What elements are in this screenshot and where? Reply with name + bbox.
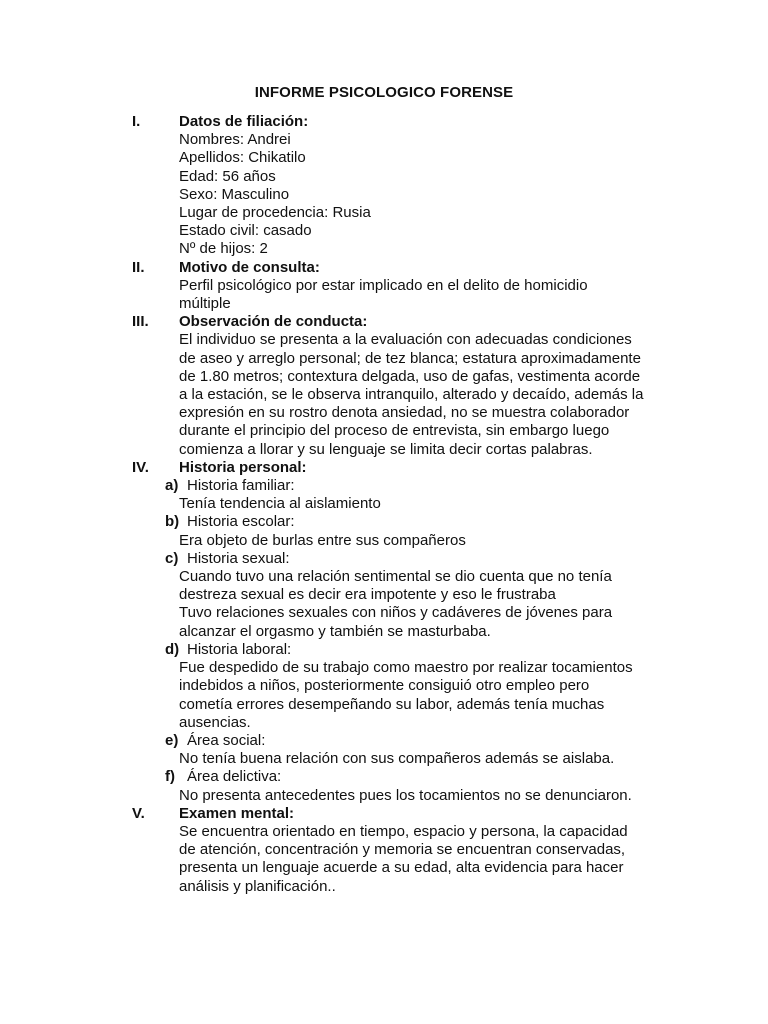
section-number: II.	[132, 258, 145, 276]
text-line: destreza sexual es decir era impotente y eso le frustraba	[179, 586, 556, 604]
subsection-heading: Historia laboral:	[187, 640, 292, 658]
text-line: de aseo y arreglo personal; de tez blanca; estatura aproximadamente	[179, 349, 641, 367]
section-datos-filiacion	[132, 113, 660, 259]
text-line: Nombres: Andrei	[179, 131, 291, 149]
text-line: No tenía buena relación con sus compañeros además se aislaba.	[179, 750, 615, 768]
section-number: V.	[132, 804, 145, 822]
text-line: durante el principio del proceso de entrevista, sin embargo luego	[179, 422, 610, 440]
text-line: de atención, concentración y memoria se encuentran conservadas,	[179, 841, 626, 859]
text-line: No presenta antecedentes pues los tocamientos no se denunciaron.	[179, 786, 632, 804]
document-body	[132, 113, 660, 896]
section-examen-mental	[132, 805, 660, 896]
subsection-historia-sexual	[165, 549, 660, 641]
text-line: Fue despedido de su trabajo como maestro por realizar tocamientos	[179, 659, 633, 677]
text-line: Sexo: Masculino	[179, 185, 290, 203]
text-line: de 1.80 metros; contextura delgada, uso de gafas, vestimenta acorde	[179, 367, 641, 385]
document-title: INFORME PSICOLOGICO FORENSE	[254, 84, 514, 101]
subsection-area-social	[165, 731, 660, 768]
section-heading: Examen mental:	[179, 804, 295, 822]
subsection-letter: e)	[165, 731, 179, 749]
subsection-historia-familiar	[165, 477, 660, 513]
text-line: Edad: 56 años	[179, 167, 276, 185]
section-number: IV.	[132, 458, 149, 476]
text-line: Tenía tendencia al aislamiento	[179, 495, 381, 513]
section-number: III.	[132, 313, 149, 331]
text-line: Lugar de procedencia: Rusia	[179, 204, 371, 222]
text-line: ausencias.	[179, 713, 251, 731]
text-line: múltiple	[179, 295, 231, 313]
text-line: Tuvo relaciones sexuales con niños y cadáveres de jóvenes para	[179, 604, 613, 622]
text-line: expresión en su rostro denota ansiedad, no se muestra colaborador	[179, 404, 630, 422]
section-motivo-consulta	[132, 259, 660, 314]
section-historia-personal	[132, 459, 660, 805]
subsection-historia-escolar	[165, 513, 660, 549]
text-line: Cuando tuvo una relación sentimental se dio cuenta que no tenía	[179, 568, 612, 586]
subsection-heading: Historia sexual:	[187, 549, 290, 567]
text-line: Estado civil: casado	[179, 222, 312, 240]
subsection-heading: Área social:	[187, 731, 266, 749]
section-heading: Motivo de consulta:	[179, 258, 320, 276]
section-number: I.	[132, 113, 141, 130]
subsection-letter: a)	[165, 477, 179, 495]
text-line: Perfil psicológico por estar implicado en el delito de homicidio	[179, 276, 588, 294]
subsection-letter: b)	[165, 513, 180, 531]
text-line: Se encuentra orientado en tiempo, espacio y persona, la capacidad	[179, 822, 628, 840]
text-line: Nº de hijos: 2	[179, 240, 268, 258]
subsection-heading: Área delictiva:	[187, 768, 282, 786]
text-line: análisis y planificación..	[179, 877, 336, 895]
section-observacion-conducta	[132, 313, 660, 459]
section-heading: Historia personal:	[179, 458, 307, 476]
subsection-heading: Historia familiar:	[187, 477, 295, 495]
text-line: alcanzar el orgasmo y también se masturbaba.	[179, 622, 491, 640]
text-line: presenta un lenguaje acuerde a su edad, alta evidencia para hacer	[179, 859, 624, 877]
subsection-historia-laboral	[165, 640, 660, 732]
text-line: Apellidos: Chikatilo	[179, 149, 306, 167]
text-line: comienza a llorar y su lenguaje se limita decir cortas palabras.	[179, 440, 593, 458]
subsection-area-delictiva	[165, 768, 660, 804]
subsection-letter: f)	[165, 768, 175, 786]
text-line: El individuo se presenta a la evaluación con adecuadas condiciones	[179, 331, 632, 349]
text-line: Era objeto de burlas entre sus compañeros	[179, 531, 466, 549]
text-line: cometía errores desempeñando su labor, además tenía muchas	[179, 695, 605, 713]
section-heading: Datos de filiación:	[179, 113, 309, 130]
subsection-heading: Historia escolar:	[187, 513, 295, 531]
subsection-letter: d)	[165, 640, 180, 658]
text-line: a la estación, se le observa intranquilo, alterado y decaído, además la	[179, 386, 644, 404]
subsection-letter: c)	[165, 549, 179, 567]
section-heading: Observación de conducta:	[179, 313, 368, 331]
text-line: indebidos a niños, posteriormente consiguió otro empleo pero	[179, 677, 590, 695]
